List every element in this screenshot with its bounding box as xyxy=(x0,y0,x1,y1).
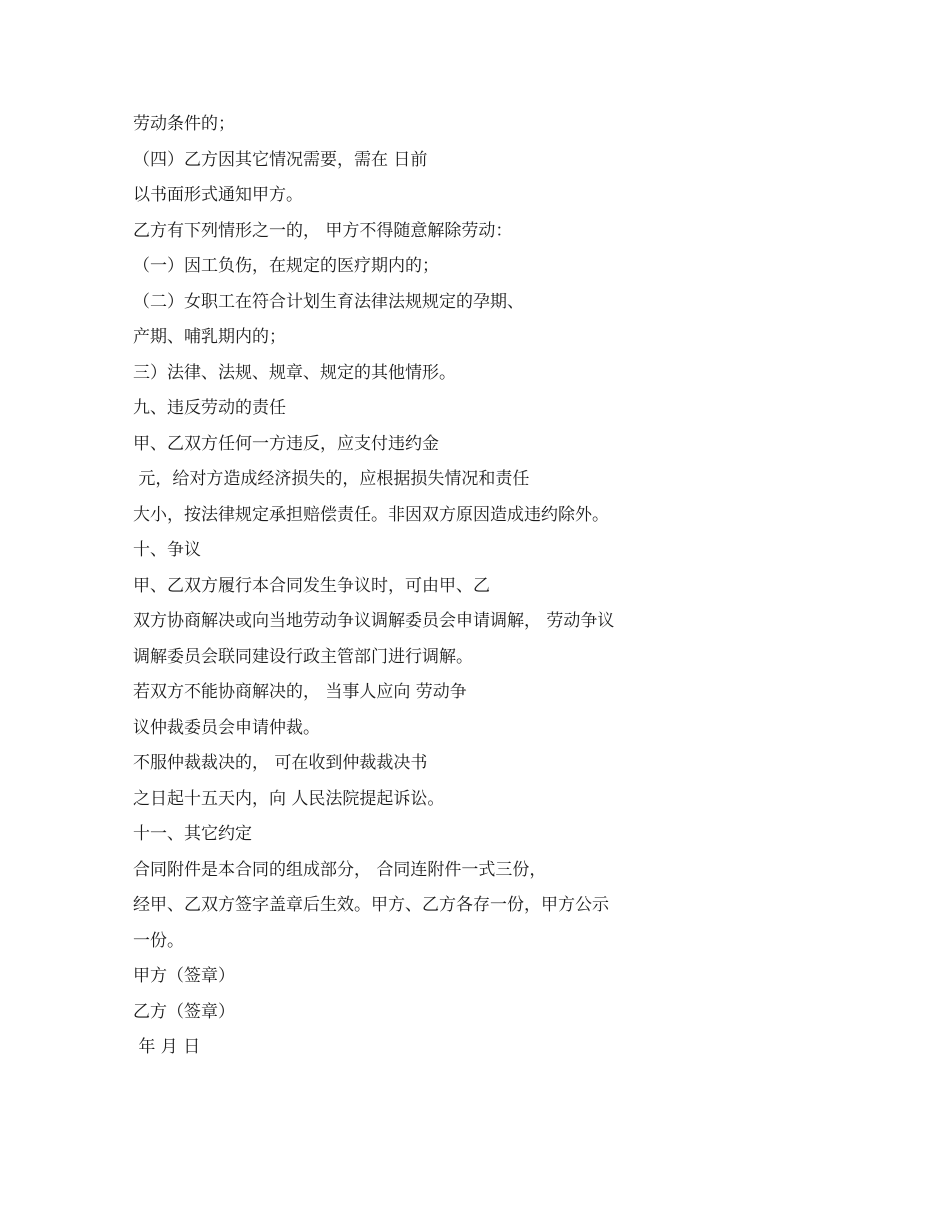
section-heading: 十一、其它约定 xyxy=(133,824,252,844)
text-line: 之日起十五天内，向 人民法院提起诉讼。 xyxy=(133,788,445,809)
text-line: 乙方有下列情形之一的， 甲方不得随意解除劳动： xyxy=(133,220,513,241)
section-heading: 九、违反劳动的责任 xyxy=(133,398,286,418)
party-b-signature-line: 乙方（签章） xyxy=(133,1001,235,1022)
text-line: 调解委员会联同建设行政主管部门进行调解。 xyxy=(133,646,473,667)
text-line: 劳动条件的； xyxy=(133,114,235,134)
text-line: 元，给对方造成经济损失的，应根据损失情况和责任 xyxy=(133,469,530,489)
text-line: 一份。 xyxy=(133,930,184,951)
text-line: 甲、乙双方履行本合同发生争议时，可由甲、乙 xyxy=(133,575,490,596)
text-line: 不服仲裁裁决的， 可在收到仲裁裁决书 xyxy=(133,753,428,773)
text-line: 大小，按法律规定承担赔偿责任。非因双方原因造成违约除外。 xyxy=(133,504,609,525)
text-line: 以书面形式通知甲方。 xyxy=(133,185,303,205)
text-line: （四）乙方因其它情况需要，需在 日前 xyxy=(133,149,428,170)
date-line: 年 月 日 xyxy=(133,1037,201,1057)
text-line: 议仲裁委员会申请仲裁。 xyxy=(133,717,320,738)
document-body xyxy=(133,107,833,1066)
text-line: 合同附件是本合同的组成部分， 合同连附件一式三份， xyxy=(133,859,547,880)
text-line: （二）女职工在符合计划生育法律法规规定的孕期、 xyxy=(133,291,524,312)
text-line: 甲、乙双方任何一方违反，应支付违约金 xyxy=(133,433,439,454)
text-line: 经甲、乙双方签字盖章后生效。甲方、乙方各存一份，甲方公示 xyxy=(133,895,609,915)
text-line: 三）法律、法规、规章、规定的其他情形。 xyxy=(133,362,456,383)
text-line: （一）因工负伤，在规定的医疗期内的； xyxy=(133,256,439,276)
text-line: 双方协商解决或向当地劳动争议调解委员会申请调解， 劳动争议 xyxy=(133,611,615,631)
section-heading: 十、争议 xyxy=(133,540,201,560)
text-line: 产期、哺乳期内的； xyxy=(133,327,286,347)
text-line: 若双方不能协商解决的， 当事人应向 劳动争 xyxy=(133,682,467,702)
party-a-signature-line: 甲方（签章） xyxy=(133,966,235,986)
